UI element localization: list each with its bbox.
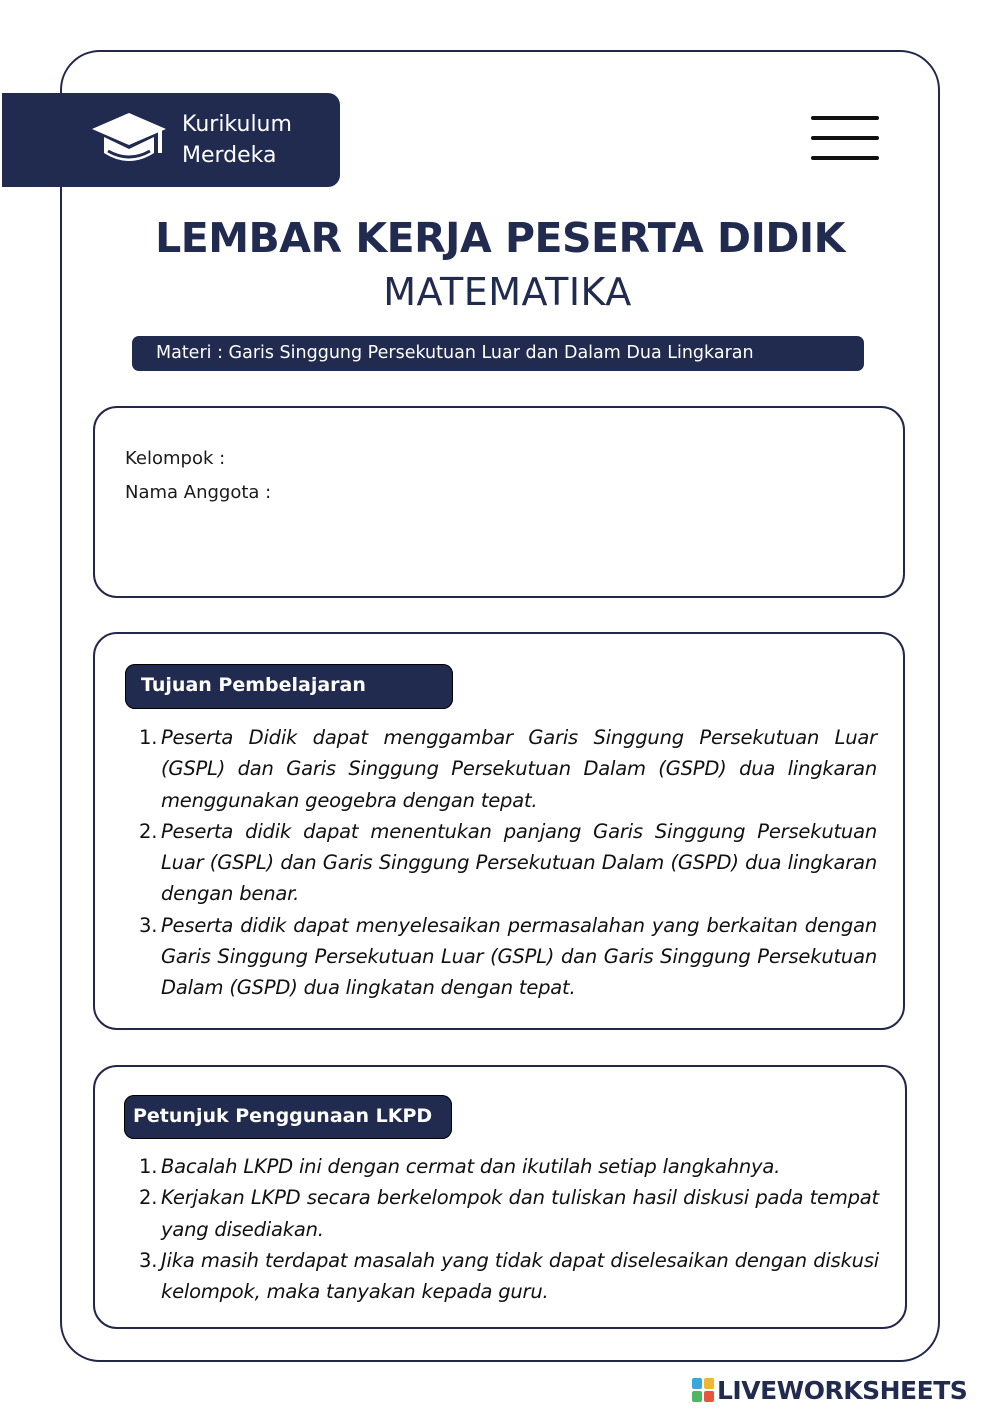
kelompok-label: Kelompok : [125,448,226,469]
list-item: 2. Peserta didik dapat menentukan panjang Garis Singgung Persekutuan Luar (GSPL) dan Garis Singgung Persekutuan Dalam (GSPD) dua lingkaran dengan benar. [139,819,877,906]
learning-goals-heading: Tujuan Pembelajaran [125,664,453,709]
nama-anggota-label: Nama Anggota : [125,482,272,503]
list-item: 1. Peserta Didik dapat menggambar Garis Singgung Persekutuan Luar (GSPL) dan Garis Singgung Persekutuan Dalam (GSPD) dua lingkaran menggunakan geogebra dengan tepat. [139,726,877,812]
liveworksheets-icon [692,1378,714,1402]
list-item: 3. Jika masih terdapat masalah yang tidak dapat diselesaikan dengan diskusi kelompok, maka tanyakan kepada guru. [139,1248,879,1304]
graduation-cap-icon [90,109,168,169]
usage-guide-list [139,1151,879,1307]
learning-goals-list [139,722,877,1004]
learning-goals-box [93,632,905,1030]
liveworksheets-text: LIVEWORKSHEETS [717,1375,968,1405]
badge-line-1: Kurikulum [182,112,292,137]
list-item: 3. Peserta didik dapat menyelesaikan permasalahan yang berkaitan dengan Garis Singgung Persekutuan Luar (GSPL) dan Garis Singgung Persekutuan Dalam (GSPD) dua lingkatan dengan tepat. [139,913,877,1000]
page-title: LEMBAR KERJA PESERTA DIDIK [155,214,845,262]
usage-guide-box [93,1065,907,1329]
list-item: 1. Bacalah LKPD ini dengan cermat dan ikutilah setiap langkahnya. [139,1155,781,1178]
usage-guide-heading: Petunjuk Penggunaan LKPD [124,1095,452,1139]
liveworksheets-logo[interactable] [692,1375,992,1405]
list-item: 2. Kerjakan LKPD secara berkelompok dan tuliskan hasil diskusi pada tempat yang disediakan. [139,1186,879,1241]
materi-bar: Materi : Garis Singgung Persekutuan Luar dan Dalam Dua Lingkaran [132,336,864,371]
page-subtitle: MATEMATIKA [383,270,632,314]
curriculum-badge [2,93,340,187]
hamburger-menu-icon[interactable] [811,116,879,162]
group-info-box [93,406,905,598]
badge-text [182,109,292,171]
badge-line-2: Merdeka [182,143,277,168]
